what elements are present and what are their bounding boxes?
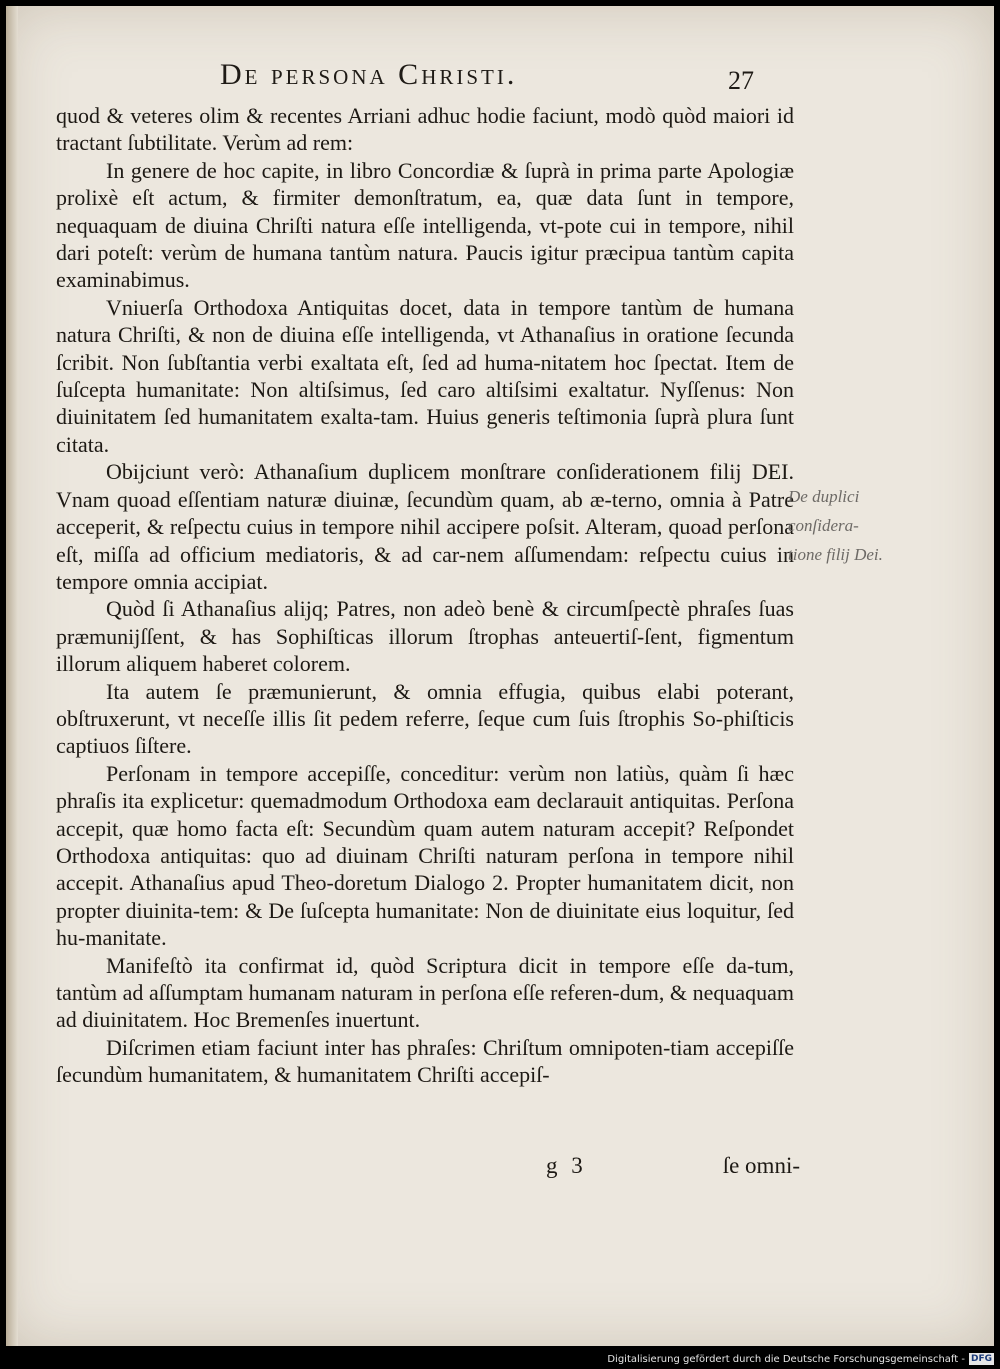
- paragraph: quod & veteres olim & recentes Arriani adhuc hodie faciunt, modò quòd maiori id tractant ſubtilitate. Verùm ad rem:: [56, 103, 794, 156]
- paragraph: Quòd ſi Athanaſius alijq; Patres, non adeò benè & circumſpectè phraſes ſuas præmunijſſent, & has Sophiſticas illorum ſtrophas anteuertiſ-ſent, figmentum illorum aliquem haberet colorem.: [56, 596, 794, 677]
- paragraph: Obijciunt verò: Athanaſium duplicem monſtrare conſiderationem filij DEI. Vnam quoad eſſentiam naturæ diuinæ, ſecundùm quam, ab æ-terno, omnia à Patre acceperit, & reſpectu cuius in tempore nihil accipere poſsit. Alteram, quoad perſona eſt, miſſa ad officium mediatoris, & ad car-nem aſſumendam: reſpectu cuius in tempore omnia accipiat.: [56, 459, 794, 594]
- paragraph: In genere de hoc capite, in libro Concordiæ & ſuprà in prima parte Apologiæ prolixè eſt actum, & firmiter demonſtratum, ea, quæ data ſunt in tempore, nequaquam de diuina Chriſti natura eſſe intelligenda, vt-pote cui in tempore, nihil dari poteſt: verùm de humana tantùm natura. Paucis igitur præcipua tantùm capita examinabimus.: [56, 157, 794, 293]
- dfg-logo-icon: DFG: [970, 1354, 992, 1364]
- paragraph: Vniuerſa Orthodoxa Antiquitas docet, data in tempore tantùm de humana natura Chriſti, & non de diuina eſſe intelligenda, vt Athanaſius in oratione ſecunda ſcribit. Non ſubſtantia verbi exaltata eſt, ſed ad huma-nitatem hoc ſpectat. Item de ſuſcepta humanitate: Non altiſsimus, ſed caro altiſsimi exaltatur. Nyſſenus: Non diuinitatem ſed humanitatem exalta-tam. Huius generis teſtimonia ſuprà plura ſunt citata.: [56, 294, 794, 457]
- book-page: [6, 6, 994, 1346]
- marginal-note: De duplici conſidera-tione filij Dei.: [788, 487, 883, 564]
- paragraph: Manifeſtò ita confirmat id, quòd Scriptura dicit in tempore eſſe da-tum, tantùm ad aſſumptam humanam naturam in perſona eſſe referen-dum, & nequaquam ad diuinitatem. Hoc Bremenſes inuertunt.: [56, 952, 794, 1033]
- catchline: [538, 1153, 800, 1183]
- catchword: ſe omni-: [722, 1153, 800, 1178]
- paragraph: Diſcrimen etiam faciunt inter has phraſes: Chriſtum omnipoten-tiam accepiſſe ſecundùm humanitatem, & humanitatem Chriſti accepiſ-: [56, 1034, 794, 1088]
- digitization-credit: [600, 1351, 994, 1367]
- paragraph: Perſonam in tempore accepiſſe, conceditur: verùm non latiùs, quàm ſi hæc phraſis ita explicetur: quemadmodum Orthodoxa eam declarauit antiquitas. Perſona accepit, quæ homo facta eſt: Secundùm quam autem naturam accepit? Reſpondet Orthodoxa antiquitas: quo ad diuinam Chriſti naturam perſona in tempore nihil accepit. Athanaſius apud Theo-doretum Dialogo 2. Propter humanitatem dicit, non propter diuinita-tem: & De ſuſcepta humanitate: Non de diuinitate eius loquitur, ſed hu-manitate.: [56, 760, 794, 951]
- signature-mark: g 3: [546, 1153, 587, 1178]
- credit-text: Digitalisierung gefördert durch die Deutsche Forschungsgemeinschaft -: [607, 1353, 965, 1365]
- page-spine-shadow: [6, 6, 18, 1346]
- page-header: [6, 58, 994, 98]
- page-number: 27: [728, 66, 754, 95]
- running-title: De persona Christi.: [220, 58, 518, 91]
- body-text: [56, 102, 794, 1089]
- paragraph: Ita autem ſe præmunierunt, & omnia effugia, quibus elabi poterant, obſtruxerunt, vt neceſſe illis ſit pedem referre, ſeque cum ſuis ſtrophis So-phiſticis captiuos ſiſtere.: [56, 678, 794, 759]
